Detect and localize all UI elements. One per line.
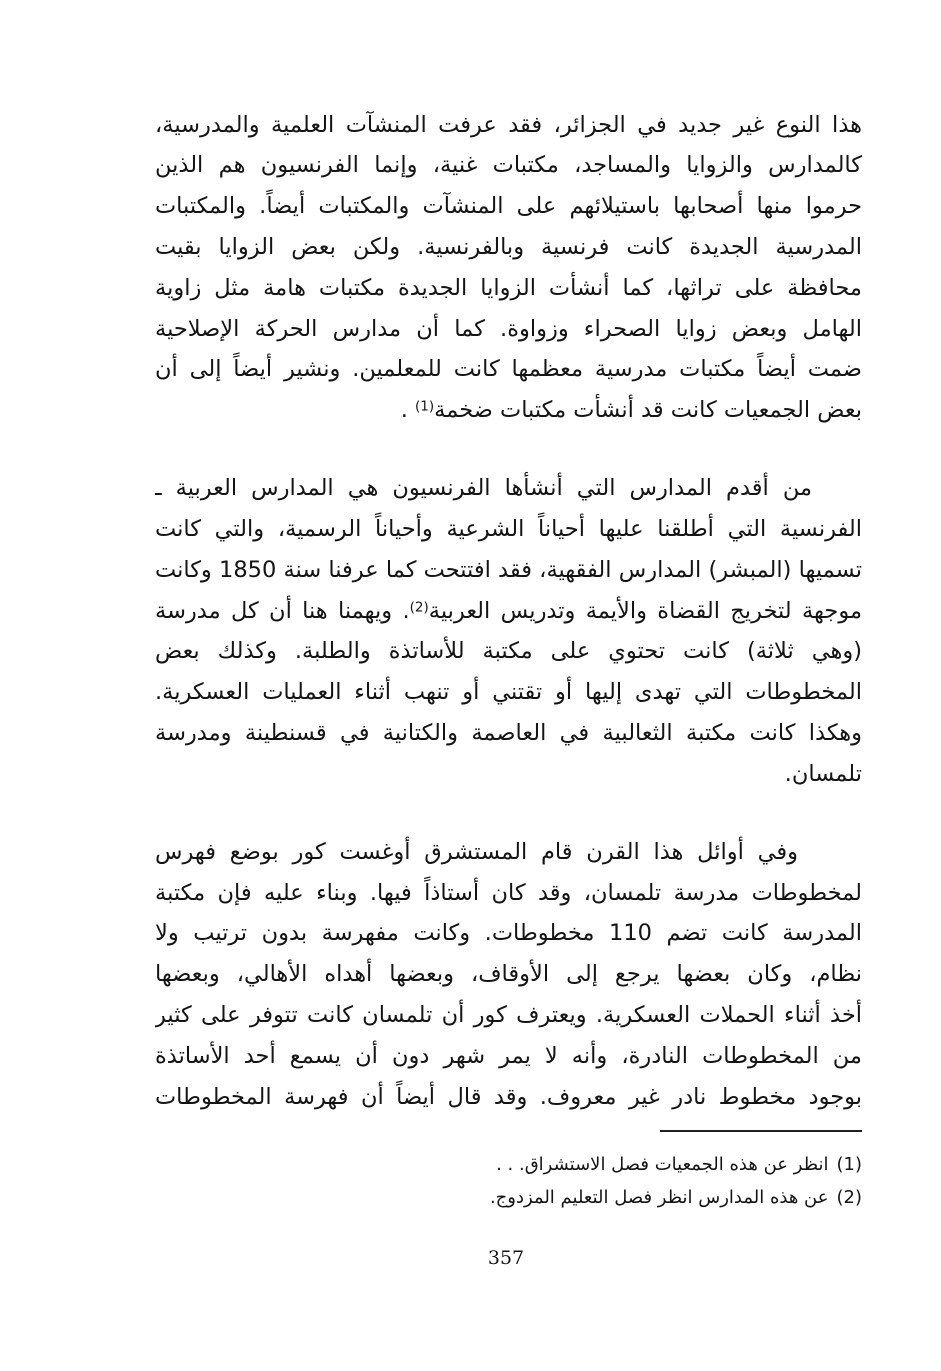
paragraph (155, 105, 862, 431)
footnote-ref: (2) (409, 598, 429, 615)
text-line: المخطوطات التي تهدى إليها أو تقتني أو تنهب أثناء العمليات العسكرية. (155, 679, 862, 706)
text-line: وهكذا كانت مكتبة الثعالبية في العاصمة والكتانية في قسنطينة ومدرسة (155, 719, 862, 746)
body-text (155, 105, 862, 1118)
text-line: الهامل وبعض زوايا الصحراء وزواوة. كما أن مدارس الحركة الإصلاحية (155, 315, 862, 342)
text-line: المدرسية الجديدة كانت فرنسية وبالفرنسية. ولكن بعض الزوايا بقيت (155, 233, 862, 260)
footnote-number: (1) (836, 1153, 862, 1175)
footnote (155, 1181, 862, 1214)
line-text: . ويهمنا هنا أن كل مدرسة (155, 597, 410, 624)
text-line: تلمسان. (784, 760, 862, 787)
paragraph (155, 468, 862, 794)
text-line: نظام، وكان بعضها يرجع إلى الأوقاف، وبعضها أهداه الأهالي، وبعضها (155, 961, 862, 988)
line-text: بعض الجمعيات كانت قد أنشأت مكتبات ضخمة (434, 397, 862, 424)
text-line: المدرسة كانت تضم 110 مخطوطات. وكانت مفهرسة بدون ترتيب ولا (155, 920, 862, 947)
line-text: . (400, 397, 416, 424)
text-line: وفي أوائل هذا القرن قام المستشرق أوغست كور بوضع فهرس (155, 838, 798, 865)
page-number: 357 (487, 1247, 525, 1269)
text-line: كالمدارس والزوايا والمساجد، مكتبات غنية، وإنما الفرنسيون هم الذين (155, 152, 862, 179)
text-line: ضمت أيضاً مكتبات مدرسية معظمها كانت للمعلمين. ونشير أيضاً إلى أن (155, 356, 862, 383)
footnote-number: (2) (836, 1186, 862, 1208)
line-text: موجهة لتخريج القضاة والأيمة وتدريس العربية (428, 597, 862, 624)
paragraph (155, 832, 862, 1118)
text-line: تسميها (المبشر) المدارس الفقهية، فقد افتتحت كما عرفنا سنة 1850 وكانت (155, 556, 862, 583)
footnote-separator (660, 1130, 862, 1132)
text-line (155, 591, 862, 632)
footnote-text: عن هذه المدارس انظر فصل التعليم المزدوج. (489, 1186, 829, 1208)
text-line: حرموا منها أصحابها باستيلائهم على المنشآت والمكتبات أيضاً. والمكتبات (155, 193, 862, 220)
text-line: (وهي ثلاثة) كانت تحتوي على مكتبة للأساتذة والطلبة. وكذلك بعض (155, 638, 862, 665)
text-line: الفرنسية التي أطلقنا عليها أحياناً الشرعية وأحياناً الرسمية، والتي كانت (155, 515, 862, 542)
text-line: أخذ أثناء الحملات العسكرية. ويعترف كور أن تلمسان كانت تتوفر على كثير (155, 1001, 862, 1028)
text-line: من أقدم المدارس التي أنشأها الفرنسيون هي المدارس العربية ـ (155, 475, 812, 502)
text-line: من المخطوطات النادرة، وأنه لا يمر شهر دون أن يسمع أحد الأساتذة (155, 1042, 862, 1069)
footnote (155, 1148, 862, 1181)
text-line: هذا النوع غير جديد في الجزائر، فقد عرفت المنشآت العلمية والمدرسية، (155, 111, 862, 138)
text-line (155, 390, 862, 431)
text-line: لمخطوطات مدرسة تلمسان، وقد كان أستاذاً فيها. وبناء عليه فإن مكتبة (155, 879, 862, 906)
footnote-text: انظر عن هذه الجمعيات فصل الاستشراق. . . (496, 1153, 829, 1175)
footnote-ref: (1) (415, 398, 435, 415)
text-line: بوجود مخطوط نادر غير معروف. وقد قال أيضاً أن فهرسة المخطوطات (155, 1083, 862, 1110)
footnotes (155, 1148, 862, 1214)
text-line: محافظة على تراثها، كما أنشأت الزوايا الجديدة مكتبات هامة مثل زاوية (155, 274, 862, 301)
